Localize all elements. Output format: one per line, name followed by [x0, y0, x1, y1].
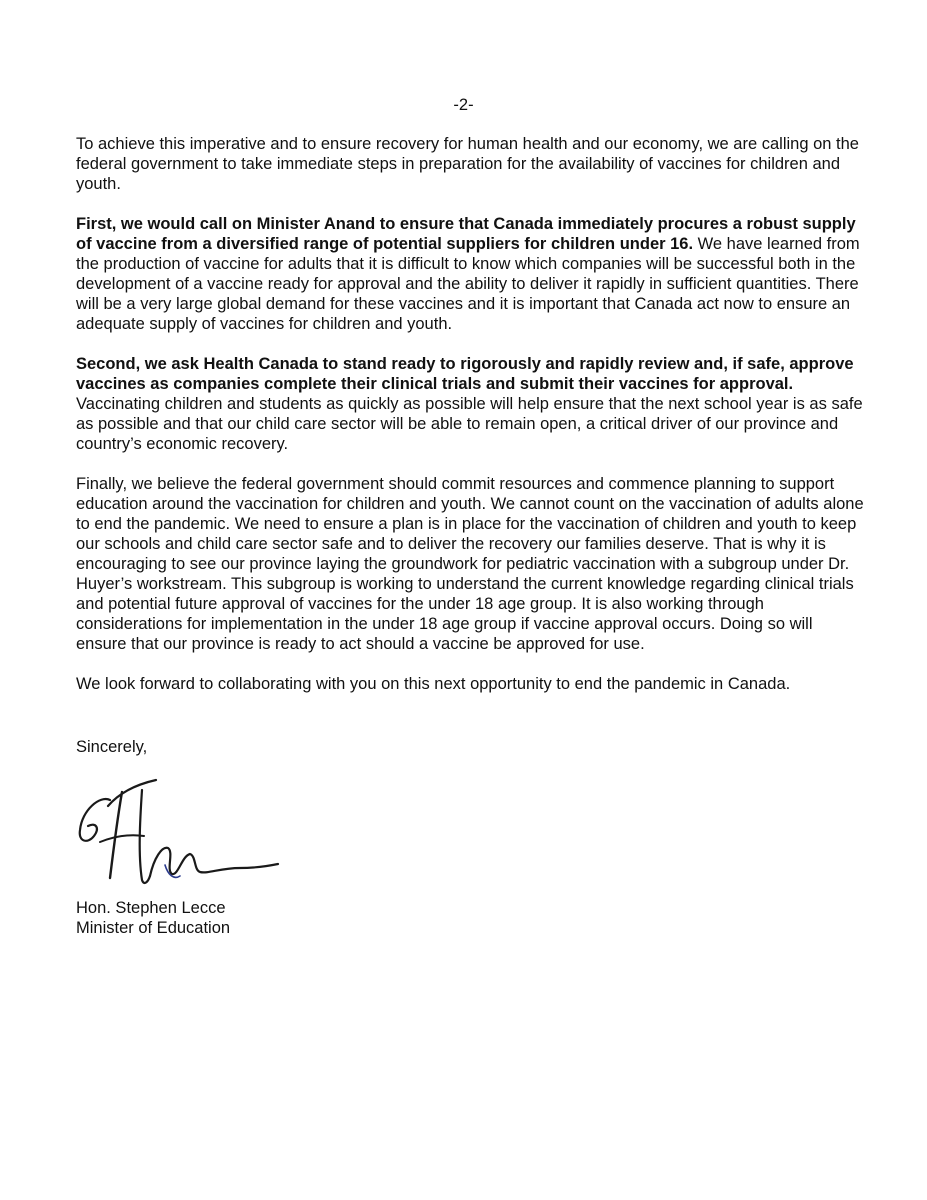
page-number: -2-: [453, 96, 474, 114]
paragraph-3: [76, 354, 866, 454]
paragraph-3-bold: Second, we ask Health Canada to stand ready to rigorously and rapidly review and, if safe, approve vaccines as companies complete their clinical trials and submit their vaccines for approval.: [76, 355, 854, 393]
letter-body: [76, 134, 866, 714]
signatory-block: [76, 898, 230, 938]
paragraph-4: Finally, we believe the federal government should commit resources and commence planning to support education around the vaccination for children and youth. We cannot count on the vaccination of adults alone to end the pandemic. We need to ensure a plan is in place for the vaccination of children and youth to keep our schools and child care sector safe and to deliver the recovery our families deserve. That is why it is encouraging to see our province laying the groundwork for pediatric vaccination with a subgroup under Dr. Huyer’s workstream. This subgroup is working to understand the current knowledge regarding clinical trials and potential future approval of vaccines for the under 18 age group. It is also working through considerations for implementation in the under 18 age group if vaccine approval occurs. Doing so will ensure that our province is ready to act should a vaccine be approved for use.: [76, 475, 864, 653]
paragraph-2-text: We have learned from the production of vaccine for adults that it is difficult to know which companies will be successful both in the development of a vaccine ready for approval and the ability to deliver it rapidly in sufficient quantities. There will be a very large global demand for these vaccines and it is important that Canada act now to ensure an adequate supply of vaccines for children and youth.: [76, 235, 860, 333]
handwritten-signature: [70, 770, 285, 895]
paragraph-2-bold: First, we would call on Minister Anand to ensure that Canada immediately procures a robust supply of vaccine from a diversified range of potential suppliers for children under 16.: [76, 215, 856, 253]
signatory-name: Hon. Stephen Lecce: [76, 899, 226, 917]
closing: Sincerely,: [76, 738, 148, 756]
paragraph-2: [76, 214, 866, 334]
paragraph-1: To achieve this imperative and to ensure recovery for human health and our economy, we are calling on the federal government to take immediate steps in preparation for the availability of vaccines for children and youth.: [76, 135, 859, 193]
paragraph-5: We look forward to collaborating with you on this next opportunity to end the pandemic in Canada.: [76, 675, 791, 693]
signatory-title: Minister of Education: [76, 919, 231, 937]
paragraph-3-text: Vaccinating children and students as quickly as possible will help ensure that the next school year is as safe as possible and that our child care sector will be able to remain open, a critical driver of our province and country’s economic recovery.: [76, 395, 863, 453]
